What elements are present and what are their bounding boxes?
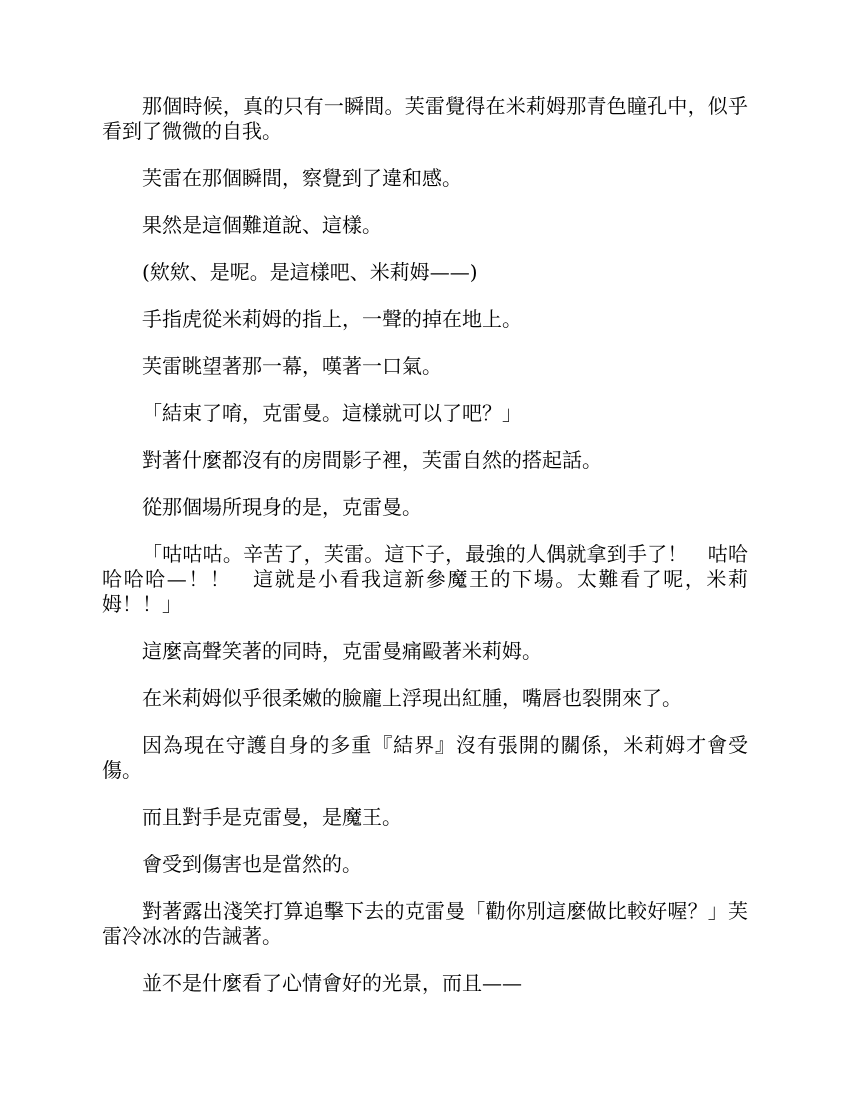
- paragraph: (欸欸、是呢。是這樣吧、米莉姆——): [142, 260, 478, 284]
- paragraph: 那個時候，真的只有一瞬間。芙雷覺得在米莉姆那青色瞳孔中，似乎看到了微微的自我。: [102, 94, 748, 143]
- paragraph: 在米莉姆似乎很柔嫩的臉龐上浮現出紅腫，嘴唇也裂開來了。: [142, 686, 682, 710]
- paragraph: 而且對手是克雷曼，是魔王。: [142, 805, 402, 829]
- paragraph: 「咕咕咕。辛苦了，芙雷。這下子，最強的人偶就拿到手了！ 咕哈哈哈哈—！！ 這就是小看我這新參魔王的下場。太難看了呢，米莉姆！！」: [102, 542, 748, 616]
- paragraph: 芙雷眺望著那一幕，嘆著一口氣。: [142, 354, 442, 378]
- paragraph: 會受到傷害也是當然的。: [142, 852, 362, 876]
- paragraph: 果然是這個難道說、這樣。: [142, 213, 382, 237]
- paragraph: 從那個場所現身的是，克雷曼。: [142, 495, 422, 519]
- paragraph: 「結束了唷，克雷曼。這樣就可以了吧？」: [142, 401, 522, 425]
- paragraph: 對著什麼都沒有的房間影子裡，芙雷自然的搭起話。: [142, 448, 602, 472]
- paragraph: 因為現在守護自身的多重『結界』沒有張開的關係，米莉姆才會受傷。: [102, 733, 748, 782]
- paragraph: 並不是什麼看了心情會好的光景，而且——: [142, 971, 522, 995]
- paragraph: 對著露出淺笑打算追擊下去的克雷曼「勸你別這麼做比較好喔？」芙雷冷冰冰的告誡著。: [102, 899, 748, 948]
- document-body: [102, 94, 748, 1018]
- paragraph: 芙雷在那個瞬間，察覺到了違和感。: [142, 166, 462, 190]
- paragraph: 這麼高聲笑著的同時，克雷曼痛毆著米莉姆。: [142, 639, 542, 663]
- paragraph: 手指虎從米莉姆的指上，一聲的掉在地上。: [142, 307, 522, 331]
